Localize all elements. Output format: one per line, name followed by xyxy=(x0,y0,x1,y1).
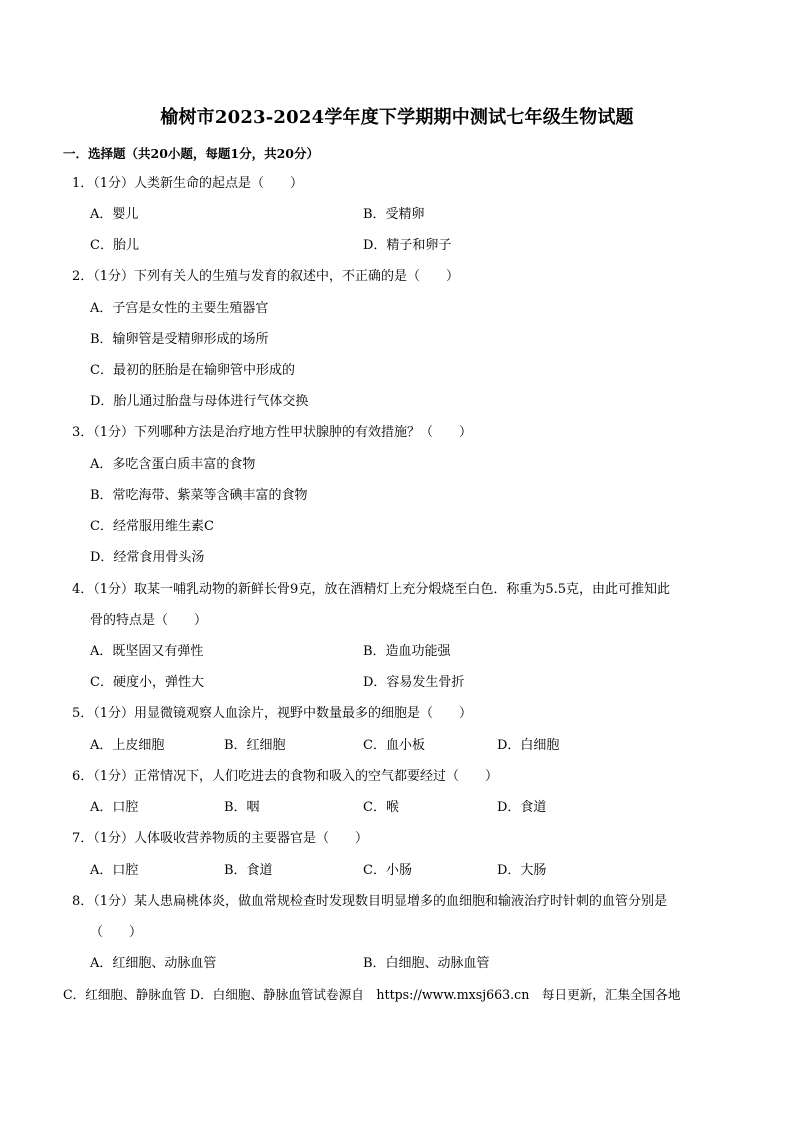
option-2a: A．子宫是女性的主要生殖器官 xyxy=(90,301,269,316)
option-4d: D．容易发生骨折 xyxy=(363,675,465,690)
option-3d: D．经常食用骨头汤 xyxy=(90,550,205,565)
question-stem-5: 5．（1分）用显微镜观察人血涂片，视野中数量最多的细胞是（ ） xyxy=(72,706,473,721)
option-8a: A．红细胞、动脉血管 xyxy=(90,956,217,971)
option-7c: C．小肠 xyxy=(363,863,412,878)
option-4a: A．既坚固又有弹性 xyxy=(90,644,204,659)
option-7d: D．大肠 xyxy=(497,863,547,878)
question-stem-8-cont: （ ） xyxy=(90,925,143,940)
option-2b: B．输卵管是受精卵形成的场所 xyxy=(90,332,269,347)
option-7a: A．口腔 xyxy=(90,863,139,878)
question-stem-1: 1．（1分）人类新生命的起点是（ ） xyxy=(72,176,304,191)
option-1c: C．胎儿 xyxy=(90,238,139,253)
question-stem-8: 8．（1分）某人患扁桃体炎，做血常规检查时发现数目明显增多的血细胞和输液治疗时针刺的血管分别是 xyxy=(72,894,668,909)
option-5c: C．血小板 xyxy=(363,738,425,753)
option-5b: B．红细胞 xyxy=(224,738,286,753)
question-stem-3: 3．（1分）下列哪种方法是治疗地方性甲状腺肿的有效措施？（ ） xyxy=(72,425,473,440)
option-6d: D．食道 xyxy=(497,800,547,815)
option-5a: A．上皮细胞 xyxy=(90,738,165,753)
option-4c: C．硬度小，弹性大 xyxy=(90,675,204,690)
page-title: 榆树市2023-2024学年度下学期期中测试七年级生物试题 xyxy=(160,107,634,128)
option-3b: B．常吃海带、紫菜等含碘丰富的食物 xyxy=(90,488,308,503)
option-3a: A．多吃含蛋白质丰富的食物 xyxy=(90,457,256,472)
option-6b: B．咽 xyxy=(224,800,260,815)
option-1d: D．精子和卵子 xyxy=(363,238,452,253)
option-8b: B．白细胞、动脉血管 xyxy=(363,956,490,971)
section-heading: 一．选择题（共20小题，每题1分，共20分） xyxy=(63,146,319,161)
option-1a: A．婴儿 xyxy=(90,207,139,222)
footer-line: C．红细胞、静脉血管 D．白细胞、静脉血管试卷源自 https://www.mxsj663.cn 每日更新，汇集全国各地 xyxy=(63,987,681,1002)
option-3c: C．经常服用维生素C xyxy=(90,519,214,534)
option-6a: A．口腔 xyxy=(90,800,139,815)
option-5d: D．白细胞 xyxy=(497,738,560,753)
option-2d: D．胎儿通过胎盘与母体进行气体交换 xyxy=(90,394,309,409)
option-6c: C．喉 xyxy=(363,800,399,815)
question-stem-4-cont: 骨的特点是（ ） xyxy=(90,613,208,628)
question-stem-4: 4．（1分）取某一哺乳动物的新鲜长骨9克，放在酒精灯上充分煅烧至白色．称重为5.5克，由此可推知此 xyxy=(72,582,670,597)
option-1b: B．受精卵 xyxy=(363,207,425,222)
question-stem-2: 2．（1分）下列有关人的生殖与发育的叙述中，不正确的是（ ） xyxy=(72,269,460,284)
option-4b: B．造血功能强 xyxy=(363,644,451,659)
option-7b: B．食道 xyxy=(224,863,273,878)
question-stem-7: 7．（1分）人体吸收营养物质的主要器官是（ ） xyxy=(72,831,369,846)
question-stem-6: 6．（1分）正常情况下，人们吃进去的食物和吸入的空气都要经过（ ） xyxy=(72,769,499,784)
option-2c: C．最初的胚胎是在输卵管中形成的 xyxy=(90,363,295,378)
